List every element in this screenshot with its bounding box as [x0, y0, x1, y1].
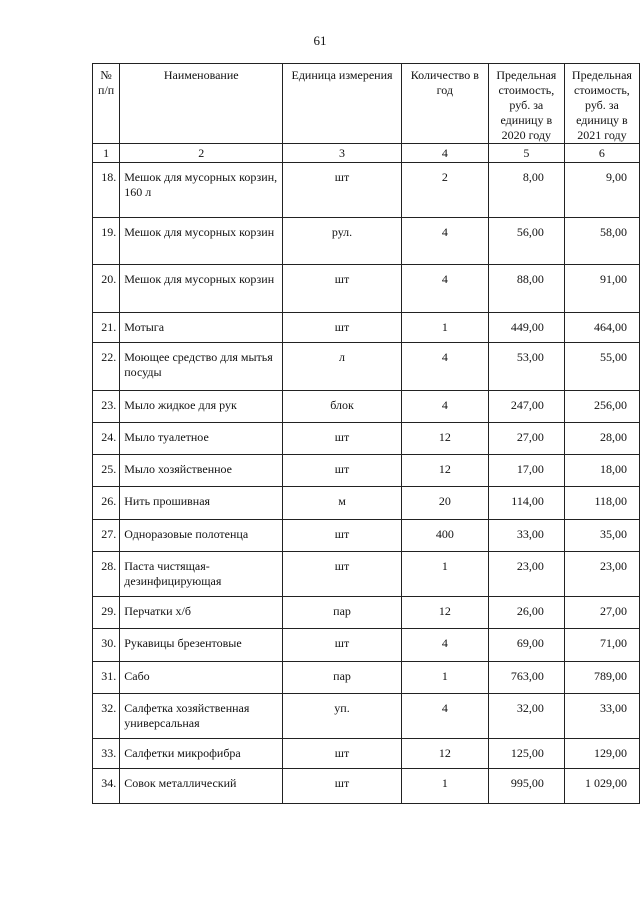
row-number: 19. [93, 218, 120, 265]
price-2021: 58,00 [564, 218, 639, 265]
table-row [93, 218, 640, 265]
price-2020: 763,00 [488, 662, 564, 694]
quantity-per-year: 12 [401, 423, 488, 455]
row-number: 33. [93, 739, 120, 769]
unit-of-measure: шт [283, 552, 402, 597]
header-unit: Единица измерения [283, 64, 402, 144]
table-row [93, 313, 640, 343]
unit-of-measure: шт [283, 423, 402, 455]
price-2021: 18,00 [564, 455, 639, 487]
table-row [93, 455, 640, 487]
item-name: Мешок для мусорных корзин [120, 265, 283, 313]
price-2020: 32,00 [488, 694, 564, 739]
price-2020: 125,00 [488, 739, 564, 769]
column-number: 5 [488, 144, 564, 163]
item-name: Мотыга [120, 313, 283, 343]
row-number: 24. [93, 423, 120, 455]
table-row [93, 552, 640, 597]
row-number: 22. [93, 343, 120, 391]
column-number: 3 [283, 144, 402, 163]
price-2021: 118,00 [564, 487, 639, 520]
table-row [93, 520, 640, 552]
price-2021: 129,00 [564, 739, 639, 769]
price-2021: 35,00 [564, 520, 639, 552]
unit-of-measure: шт [283, 520, 402, 552]
row-number: 21. [93, 313, 120, 343]
price-2020: 114,00 [488, 487, 564, 520]
row-number: 28. [93, 552, 120, 597]
price-2020: 449,00 [488, 313, 564, 343]
quantity-per-year: 20 [401, 487, 488, 520]
header-quantity: Количество в год [401, 64, 488, 144]
table-row [93, 629, 640, 662]
table-row [93, 769, 640, 804]
item-name: Паста чистящая-дезинфицирующая [120, 552, 283, 597]
unit-of-measure: рул. [283, 218, 402, 265]
row-number: 31. [93, 662, 120, 694]
quantity-per-year: 1 [401, 769, 488, 804]
row-number: 30. [93, 629, 120, 662]
table-header-row [93, 64, 640, 144]
unit-of-measure: пар [283, 662, 402, 694]
column-number: 6 [564, 144, 639, 163]
price-2021: 23,00 [564, 552, 639, 597]
unit-of-measure: шт [283, 739, 402, 769]
unit-of-measure: пар [283, 597, 402, 629]
quantity-per-year: 12 [401, 739, 488, 769]
quantity-per-year: 4 [401, 218, 488, 265]
unit-of-measure: шт [283, 629, 402, 662]
quantity-per-year: 4 [401, 343, 488, 391]
price-2021: 27,00 [564, 597, 639, 629]
item-name: Совок металлический [120, 769, 283, 804]
price-2020: 23,00 [488, 552, 564, 597]
quantity-per-year: 1 [401, 313, 488, 343]
column-number-row [93, 144, 640, 163]
table-row [93, 739, 640, 769]
price-2020: 27,00 [488, 423, 564, 455]
unit-of-measure: уп. [283, 694, 402, 739]
page-number: 61 [313, 33, 327, 48]
row-number: 18. [93, 163, 120, 218]
price-2020: 8,00 [488, 163, 564, 218]
price-2021: 464,00 [564, 313, 639, 343]
price-2020: 995,00 [488, 769, 564, 804]
item-name: Мешок для мусорных корзин [120, 218, 283, 265]
row-number: 25. [93, 455, 120, 487]
price-2020: 53,00 [488, 343, 564, 391]
price-table [92, 63, 640, 804]
quantity-per-year: 4 [401, 629, 488, 662]
quantity-per-year: 4 [401, 391, 488, 423]
table-row [93, 487, 640, 520]
quantity-per-year: 1 [401, 552, 488, 597]
price-2020: 33,00 [488, 520, 564, 552]
price-2021: 55,00 [564, 343, 639, 391]
table-row [93, 343, 640, 391]
quantity-per-year: 4 [401, 694, 488, 739]
row-number: 20. [93, 265, 120, 313]
table-row [93, 597, 640, 629]
row-number: 29. [93, 597, 120, 629]
item-name: Салфетки микрофибра [120, 739, 283, 769]
header-name: Наименование [120, 64, 283, 144]
price-2021: 256,00 [564, 391, 639, 423]
table-row [93, 662, 640, 694]
row-number: 32. [93, 694, 120, 739]
column-number: 4 [401, 144, 488, 163]
column-number: 2 [120, 144, 283, 163]
header-number: № п/п [93, 64, 120, 144]
price-2021: 71,00 [564, 629, 639, 662]
unit-of-measure: м [283, 487, 402, 520]
header-price-2021: Предельная стоимость, руб. за единицу в 2021 году [564, 64, 639, 144]
quantity-per-year: 12 [401, 597, 488, 629]
table-row [93, 694, 640, 739]
item-name: Мыло жидкое для рук [120, 391, 283, 423]
row-number: 26. [93, 487, 120, 520]
item-name: Салфетка хозяйственная универсальная [120, 694, 283, 739]
unit-of-measure: шт [283, 313, 402, 343]
column-number: 1 [93, 144, 120, 163]
price-2021: 91,00 [564, 265, 639, 313]
item-name: Сабо [120, 662, 283, 694]
item-name: Перчатки х/б [120, 597, 283, 629]
quantity-per-year: 4 [401, 265, 488, 313]
quantity-per-year: 2 [401, 163, 488, 218]
item-name: Мешок для мусорных корзин, 160 л [120, 163, 283, 218]
unit-of-measure: шт [283, 265, 402, 313]
price-2020: 69,00 [488, 629, 564, 662]
unit-of-measure: шт [283, 455, 402, 487]
unit-of-measure: шт [283, 163, 402, 218]
table-row [93, 391, 640, 423]
table-row [93, 265, 640, 313]
item-name: Одноразовые полотенца [120, 520, 283, 552]
price-2020: 56,00 [488, 218, 564, 265]
row-number: 34. [93, 769, 120, 804]
price-2021: 789,00 [564, 662, 639, 694]
item-name: Мыло туалетное [120, 423, 283, 455]
header-price-2020: Предельная стоимость, руб. за единицу в 2020 году [488, 64, 564, 144]
price-2021: 1 029,00 [564, 769, 639, 804]
item-name: Нить прошивная [120, 487, 283, 520]
price-2021: 9,00 [564, 163, 639, 218]
unit-of-measure: л [283, 343, 402, 391]
price-2020: 26,00 [488, 597, 564, 629]
quantity-per-year: 1 [401, 662, 488, 694]
item-name: Мыло хозяйственное [120, 455, 283, 487]
quantity-per-year: 400 [401, 520, 488, 552]
price-2020: 88,00 [488, 265, 564, 313]
item-name: Рукавицы брезентовые [120, 629, 283, 662]
quantity-per-year: 12 [401, 455, 488, 487]
table-row [93, 423, 640, 455]
row-number: 27. [93, 520, 120, 552]
price-2021: 33,00 [564, 694, 639, 739]
row-number: 23. [93, 391, 120, 423]
table-row [93, 163, 640, 218]
item-name: Моющее средство для мытья посуды [120, 343, 283, 391]
price-2020: 247,00 [488, 391, 564, 423]
unit-of-measure: шт [283, 769, 402, 804]
price-2021: 28,00 [564, 423, 639, 455]
unit-of-measure: блок [283, 391, 402, 423]
price-2020: 17,00 [488, 455, 564, 487]
